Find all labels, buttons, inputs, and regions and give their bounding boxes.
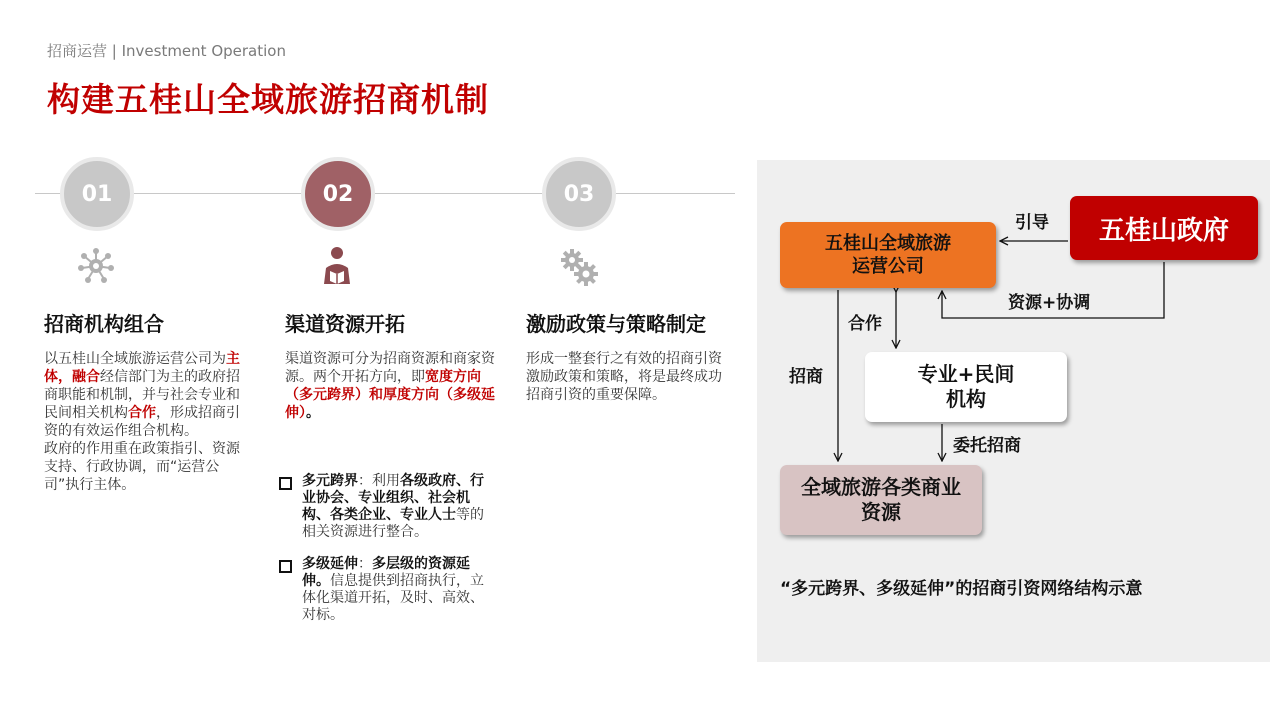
edge-label-resources-coordination: 资源+协调 bbox=[1008, 293, 1091, 313]
col1-text-1: 以五桂山全域旅游运营公司为 bbox=[44, 351, 226, 367]
node-pro-line2: 机构 bbox=[945, 387, 986, 411]
col1-text-3: ，形成招商引资的有效运作组合机构。 bbox=[44, 405, 240, 439]
bullet2-colon: ： bbox=[358, 556, 372, 572]
node-professional-institutions bbox=[865, 352, 1067, 422]
node-operating-company bbox=[780, 222, 996, 288]
col1-heading: 招商机构组合 bbox=[44, 312, 164, 336]
bullet1-list: 各级政府、行业协会、专业组织、社会机构、各类企业、专业人士 bbox=[302, 473, 484, 523]
edge-label-invest: 招商 bbox=[789, 367, 823, 387]
col1-highlight-cooperate: 合作 bbox=[128, 405, 156, 421]
bullet1-tail: 等的相关资源进行整合。 bbox=[302, 507, 484, 540]
step-01-circle: 01 bbox=[60, 157, 134, 231]
step-03-circle: 03 bbox=[542, 157, 616, 231]
col2-text-1: 渠道资源可分为招商资源和商家资源。两个开拓方向，即 bbox=[285, 351, 495, 385]
col2-text-2: 。 bbox=[306, 405, 320, 421]
node-commercial-resources bbox=[780, 465, 982, 535]
col1-highlight-subject: 主体，融合 bbox=[44, 351, 240, 385]
node-company-line2: 运营公司 bbox=[852, 256, 924, 277]
diagram-caption: “多元跨界、多级延伸”的招商引资网络结构示意 bbox=[780, 579, 1143, 599]
page-subtitle: 招商运营 | Investment Operation bbox=[47, 42, 286, 60]
page-title: 构建五桂山全域旅游招商机制 bbox=[47, 80, 489, 119]
node-res-line2: 资源 bbox=[861, 500, 901, 524]
bullet2-bold: 多层级的资源延伸。 bbox=[302, 556, 470, 589]
col3-text-1: 形成一整套行之有效的招商引资激励政策和策略，将是最终成功招商引资的重要保障。 bbox=[526, 351, 722, 403]
node-company-line1: 五桂山全域旅游 bbox=[825, 233, 951, 254]
node-government: 五桂山政府 bbox=[1070, 196, 1258, 260]
bullet2-title: 多级延伸 bbox=[302, 556, 358, 572]
col2-highlight-directions: 宽度方向（多元跨界）和厚度方向（多级延伸） bbox=[285, 369, 495, 421]
bullet1-title: 多元跨界 bbox=[302, 473, 358, 489]
bullet2-tail: 信息提供到招商执行，立体化渠道开拓，及时、高效、对标。 bbox=[302, 573, 484, 623]
step-02-circle: 02 bbox=[301, 157, 375, 231]
edge-label-entrust: 委托招商 bbox=[953, 436, 1021, 456]
col2-heading: 渠道资源开拓 bbox=[285, 312, 405, 336]
col3-heading: 激励政策与策略制定 bbox=[526, 312, 706, 336]
bullet1-colon: ：利用 bbox=[358, 473, 400, 489]
edge-label-guide: 引导 bbox=[1015, 213, 1049, 233]
col1-text-2: 经信部门为主的政府招商职能和机制，并与社会专业和民间相关机构 bbox=[44, 369, 240, 421]
edge-label-cooperate: 合作 bbox=[848, 314, 882, 334]
node-pro-line1: 专业+民间 bbox=[917, 362, 1015, 386]
col1-text-gov: 政府的作用重在政策指引、资源支持、行政协调，而“运营公司”执行主体。 bbox=[44, 441, 240, 493]
node-res-line1: 全域旅游各类商业 bbox=[801, 475, 961, 499]
